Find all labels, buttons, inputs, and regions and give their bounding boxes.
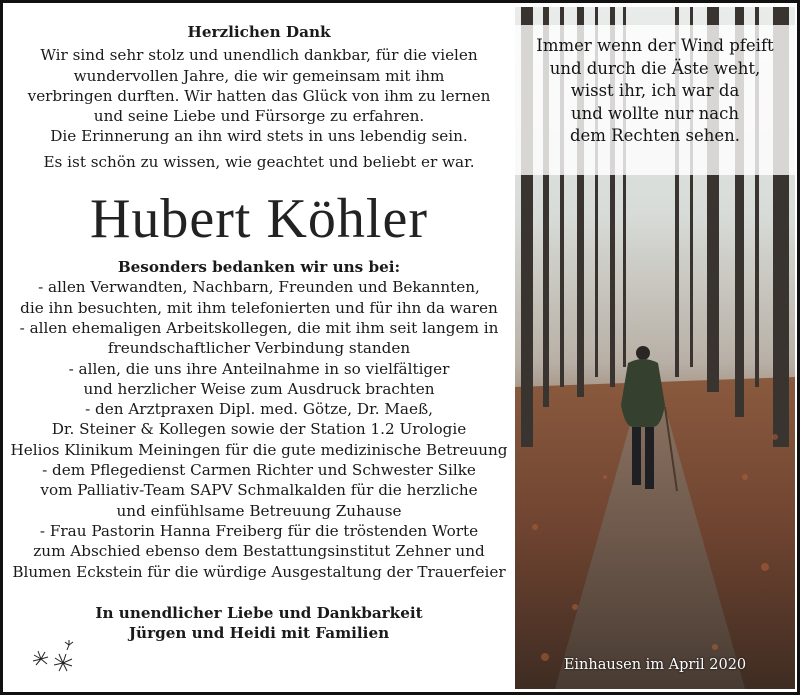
dandelion-seeds-icon [31, 637, 81, 677]
poem-quote [515, 35, 795, 148]
thanks-column [9, 3, 509, 692]
deceased-name: Hubert Köhler [89, 188, 428, 251]
thanks-heading: Besonders bedanken wir uns bei: [117, 258, 401, 277]
thanks-line: - den Arztpraxen Dipl. med. Götze, Dr. Maeß, [85, 400, 433, 419]
quote-line: und durch die Äste weht, [549, 58, 761, 78]
intro-line: Die Erinnerung an ihn wird stets in uns lebendig sein. [50, 127, 468, 146]
thanks-line: Helios Klinikum Meiningen für die gute medizinische Betreuung [10, 440, 508, 459]
thanks-list [9, 277, 509, 581]
quote-line: und wollte nur nach [570, 103, 740, 123]
intro-line: Wir sind sehr stolz und unendlich dankbar, für die vielen [40, 46, 478, 65]
intro-text [9, 45, 509, 146]
thanks-line: vom Palliativ-Team SAPV Schmalkalden für die herzliche [40, 481, 478, 500]
forest-photo [515, 7, 795, 689]
thanks-line: und herzlicher Weise zum Ausdruck brachten [83, 379, 435, 398]
quote-line: wisst ihr, ich war da [570, 81, 740, 100]
thanks-line: - dem Pflegedienst Carmen Richter und Schwester Silke [42, 461, 476, 480]
intro-line: wundervollen Jahre, die wir gemeinsam mit ihm [73, 66, 445, 85]
thanks-line: zum Abschied ebenso dem Bestattungsinstitut Zehner und [33, 542, 485, 561]
thanks-line: - allen ehemaligen Arbeitskollegen, die mit ihm seit langem in [19, 318, 499, 337]
closing-text [9, 603, 509, 644]
thanks-line: freundschaftlicher Verbindung standen [107, 339, 411, 358]
respect-line: Es ist schön zu wissen, wie geachtet und beliebt er war. [43, 152, 475, 171]
intro-line: verbringen durften. Wir hatten das Glück von ihm zu lernen [27, 86, 491, 105]
thanks-line: - allen, die uns ihre Anteilnahme in so vielfältiger [68, 359, 450, 378]
thanks-line: die ihn besuchten, mit ihm telefonierten und für ihn da waren [20, 298, 498, 317]
signature-line: Jürgen und Heidi mit Familien [128, 624, 390, 643]
thanks-line: - Frau Pastorin Hanna Freiberg für die tröstenden Worte [39, 521, 479, 540]
quote-line: Immer wenn der Wind pfeift [536, 36, 774, 55]
thanks-line: Dr. Steiner & Kollegen sowie der Station 1.2 Urologie [51, 420, 467, 439]
closing-line: In unendlicher Liebe und Dankbarkeit [95, 603, 423, 622]
thanks-line: Blumen Eckstein für die würdige Ausgestaltung der Trauerfeier [12, 562, 506, 581]
place-date: Einhausen im April 2020 [563, 657, 747, 673]
intro-line: und seine Liebe und Fürsorge zu erfahren. [93, 107, 425, 126]
thanks-line: und einfühlsame Betreuung Zuhause [116, 501, 402, 520]
thanks-line: - allen Verwandten, Nachbarn, Freunden und Bekannten, [38, 278, 480, 297]
quote-line: dem Rechten sehen. [569, 126, 741, 145]
thanks-title: Herzlichen Dank [187, 23, 331, 41]
